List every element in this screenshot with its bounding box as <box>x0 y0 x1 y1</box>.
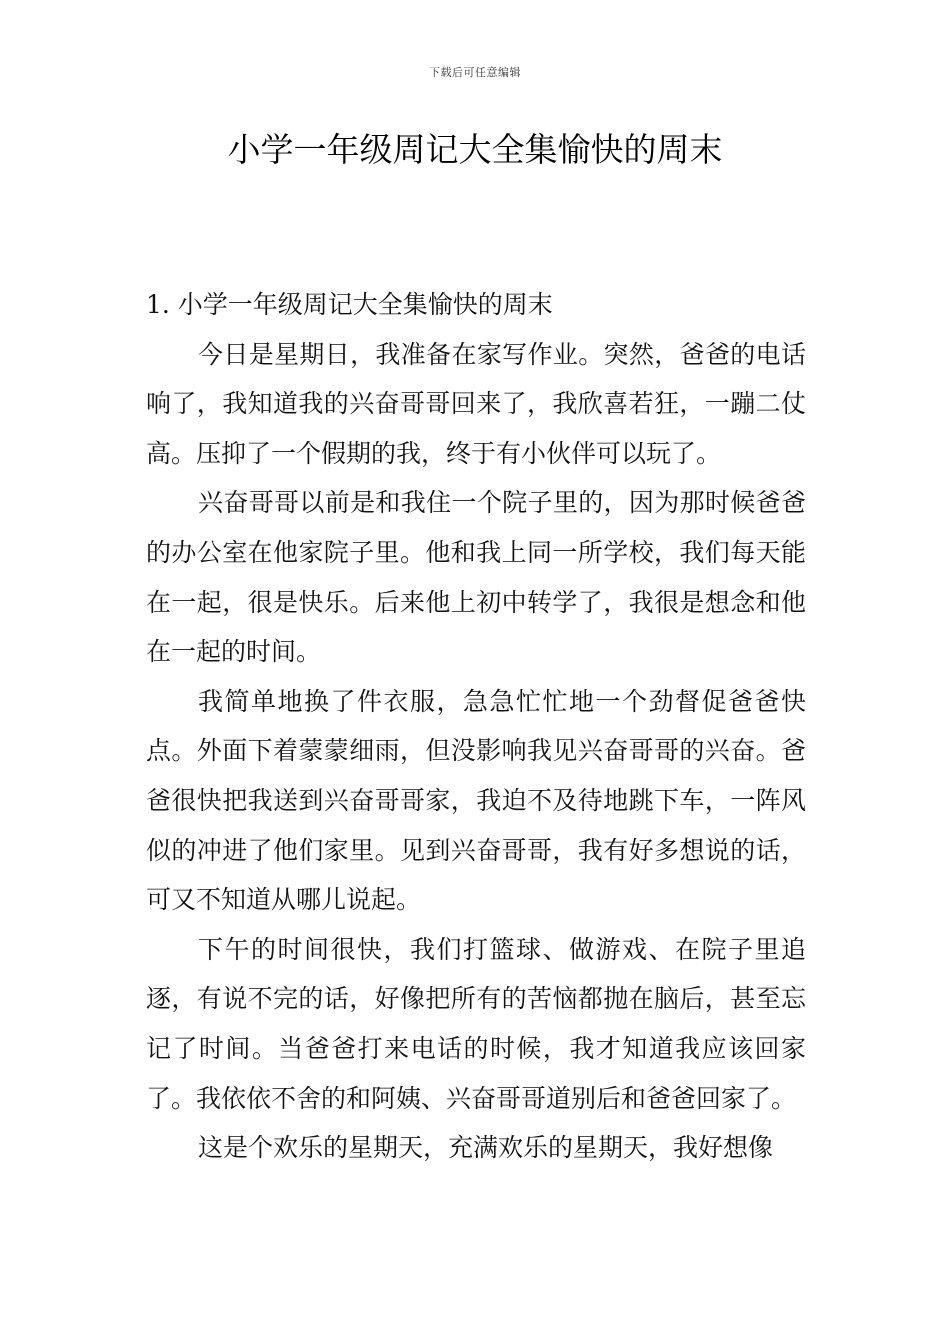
paragraph-3: 我简单地换了件衣服，急急忙忙地一个劲督促爸爸快点。外面下着蒙蒙细雨，但没影响我见兴奋哥哥的兴奋。爸爸很快把我送到兴奋哥哥家，我迫不及待地跳下车，一阵风似的冲进了他们家里。见到兴奋哥哥，我有好多想说的话，可又不知道从哪儿说起。 <box>146 686 806 915</box>
paragraph-5: 这是个欢乐的星期天，充满欢乐的星期天，我好想像 <box>198 1133 774 1163</box>
document-title: 小学一年级周记大全集愉快的周末 <box>227 130 723 169</box>
header-note: 下载后可任意编辑 <box>429 66 521 79</box>
paragraph-4: 下午的时间很快，我们打篮球、做游戏、在院子里追逐，有说不完的话，好像把所有的苦恼都抛在脑后，甚至忘记了时间。当爸爸打来电话的时候，我才知道我应该回家了。我依依不舍的和阿姨、兴奋哥哥道别后和爸爸回家了。 <box>146 934 806 1113</box>
paragraph-2: 兴奋哥哥以前是和我住一个院子里的，因为那时候爸爸的办公室在他家院子里。他和我上同一所学校，我们每天能在一起，很是快乐。后来他上初中转学了，我很是想念和他在一起的时间。 <box>146 488 806 667</box>
section-heading: 1. 小学一年级周记大全集愉快的周末 <box>146 290 553 319</box>
paragraph-1: 今日是星期日，我准备在家写作业。突然，爸爸的电话响了，我知道我的兴奋哥哥回来了，我欣喜若狂，一蹦二仗高。压抑了一个假期的我，终于有小伙伴可以玩了。 <box>146 339 806 468</box>
document-body <box>146 280 806 1173</box>
